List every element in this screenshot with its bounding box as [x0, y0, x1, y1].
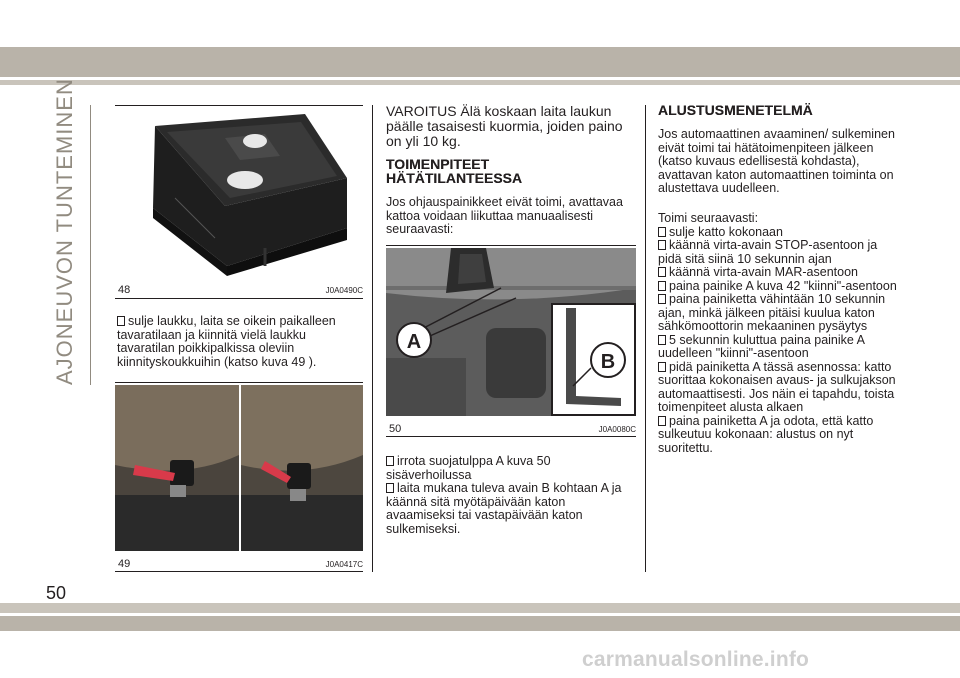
emergency-step-text: irrota suojatulppa A kuva 50 sisäverhoilussa: [386, 454, 551, 482]
emergency-heading-line2: HÄTÄTILANTEESSA: [386, 170, 523, 186]
emergency-heading-line1: TOIMENPITEET: [386, 156, 490, 172]
figure-50-image: [386, 248, 636, 416]
footer-band: [0, 616, 960, 631]
checkbox-icon: [658, 362, 666, 372]
init-heading: ALUSTUSMENETELMÄ: [658, 102, 813, 118]
init-step: [658, 266, 898, 280]
checkbox-icon: [386, 456, 394, 466]
init-step-text: sulje katto kokonaan: [669, 224, 783, 239]
figure-48-number: 48: [118, 284, 131, 296]
figure-49-rule: [115, 382, 363, 383]
figure-50-label-a: A: [406, 331, 422, 353]
init-step: [658, 226, 898, 240]
section-side-title: AJONEUVON TUNTEMINEN: [52, 78, 77, 385]
init-step-text: pidä painiketta A tässä asennossa: katto suorittaa kokonaisen avaus- ja sulkujakson automaattisesti. Jos näin ei tapahdu, toista toimenpiteet alusta alkaen: [658, 359, 896, 414]
footer-band-thin: [0, 603, 960, 613]
init-steps: [658, 212, 898, 455]
init-step-text: käännä virta-avain STOP-asentoon ja pidä sitä siinä 10 sekunnin ajan: [658, 238, 878, 266]
checkbox-icon: [658, 227, 666, 237]
figure-48-code: J0A0490C: [325, 286, 363, 295]
checkbox-icon: [386, 483, 394, 493]
column1-step-text: sulje laukku, laita se oikein paikalleen tavaratilaan ja kiinnitä vielä laukku tavaratilan poikkipalkissa oleviin kiinnityskoukkuihin (katso kuva 49 ).: [117, 314, 336, 369]
checkbox-icon: [658, 240, 666, 250]
emergency-step-text: laita mukana tuleva avain B kohtaan A ja käännä sitä myötäpäivään katon avaamiseksi tai vastapäivään katon sulkemiseksi.: [386, 481, 622, 536]
init-lead: Toimi seuraavasti:: [658, 211, 759, 225]
figure-49-image: [115, 385, 363, 551]
init-step: [658, 280, 898, 294]
init-step-text: 5 sekunnin kuluttua paina painike A uudelleen "kiinni"-asentoon: [658, 332, 865, 360]
side-rule: [90, 105, 91, 385]
column-divider: [372, 105, 373, 572]
column1-step: [117, 315, 367, 369]
init-intro: Jos automaattinen avaaminen/ sulkeminen eivät toimi tai hätätoimenpiteen jälkeen (katso kuvaus edellisestä kohdasta), avattavan katon automaattinen toiminta on alustettava uudelleen.: [658, 127, 895, 195]
figure-50-label-b: B: [600, 351, 616, 373]
init-step-text: paina painiketta vähintään 10 sekunnin ajan, minkä jälkeen pitäisi kuulua katon sähkömoottorin mekaaninen pysäytys: [658, 292, 886, 333]
init-step: [658, 361, 898, 415]
header-band: [0, 47, 960, 77]
checkbox-icon: [658, 416, 666, 426]
figure-48-rule: [115, 105, 363, 106]
figure-49-number: 49: [118, 558, 131, 570]
checkbox-icon: [658, 294, 666, 304]
warning-text: VAROITUS Älä koskaan laita laukun päälle tasaisesti kuormia, joiden paino on yli 10 kg.: [386, 103, 623, 149]
checkbox-icon: [658, 281, 666, 291]
figure-50-rule: [386, 245, 636, 246]
init-step-text: käännä virta-avain MAR-asentoon: [669, 265, 858, 279]
init-step: [658, 415, 898, 456]
checkbox-icon: [658, 335, 666, 345]
emergency-steps: [386, 455, 636, 536]
figure-48-image: [115, 108, 363, 276]
emergency-step: [386, 455, 636, 482]
init-step-text: paina painiketta A ja odota, että katto sulkeutuu kokonaan: alustus on nyt suoritettu.: [658, 413, 874, 455]
checkbox-icon: [658, 267, 666, 277]
emergency-intro: Jos ohjauspainikkeet eivät toimi, avattavaa kattoa voidaan liikuttaa manuaalisesti seuraavasti:: [386, 195, 623, 236]
emergency-step: [386, 482, 636, 536]
watermark: carmanualsonline.info: [582, 648, 810, 671]
init-step: [658, 334, 898, 361]
figure-49-code: J0A0417C: [325, 560, 363, 569]
init-step: [658, 293, 898, 334]
header-band-thin: [0, 80, 960, 85]
checkbox-icon: [117, 316, 125, 326]
figure-50-bottom-rule: [386, 436, 636, 437]
figure-50-code: J0A0080C: [598, 425, 636, 434]
emergency-heading: [386, 157, 636, 185]
init-step: [658, 239, 898, 266]
figure-49-bottom-rule: [115, 571, 363, 572]
page-number: 50: [46, 583, 67, 603]
figure-50-number: 50: [389, 423, 402, 435]
init-step-text: paina painike A kuva 42 "kiinni"-asentoon: [669, 278, 897, 293]
column-divider: [645, 105, 646, 572]
figure-48-bottom-rule: [115, 298, 363, 299]
